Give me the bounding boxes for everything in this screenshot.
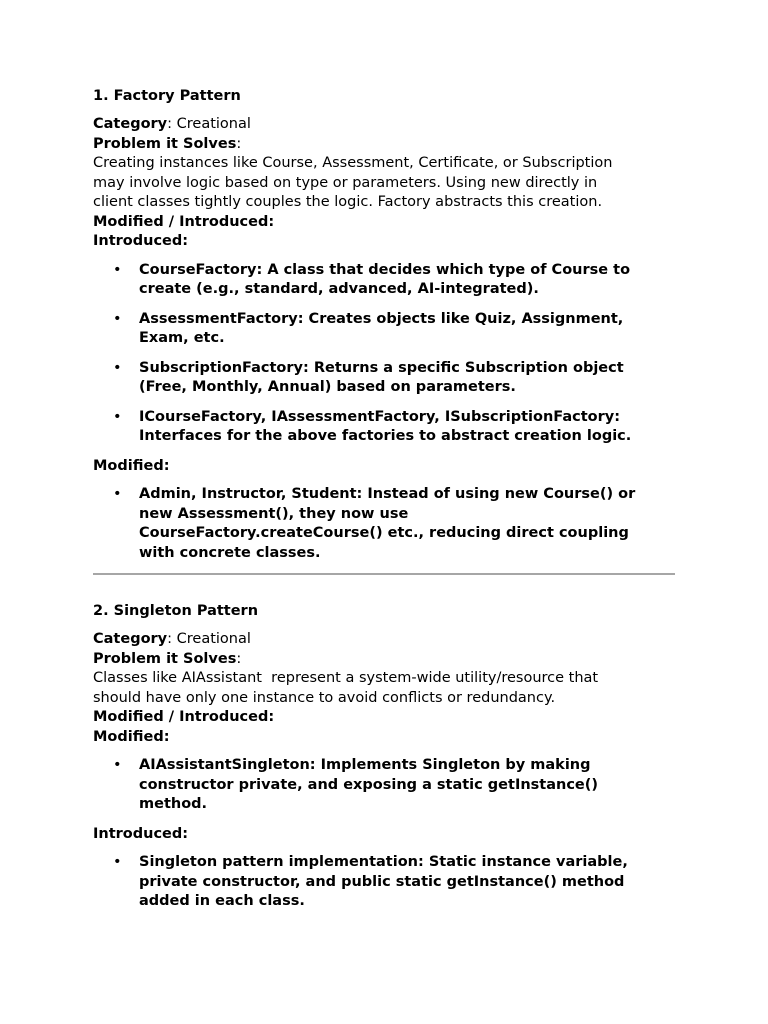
modified-list bbox=[93, 756, 678, 815]
list-item-line: Exam, etc. bbox=[139, 330, 225, 346]
list-item bbox=[93, 261, 678, 300]
bullet-icon: • bbox=[113, 408, 122, 425]
list-item-line: method. bbox=[139, 796, 208, 812]
list-item bbox=[93, 756, 678, 815]
introduced-list bbox=[93, 853, 678, 912]
problem-colon: : bbox=[236, 135, 242, 152]
list-item-line: AssessmentFactory: Creates objects like Quiz, Assignment, bbox=[139, 310, 624, 327]
modified-list bbox=[93, 485, 678, 563]
bullet-icon: • bbox=[113, 359, 122, 376]
problem-text bbox=[93, 154, 678, 213]
list-item-line: ICourseFactory, IAssessmentFactory, ISubscriptionFactory: bbox=[139, 408, 621, 425]
problem-text-line: should have only one instance to avoid conflicts or redundancy. bbox=[93, 689, 556, 706]
category-value: : Creational bbox=[167, 116, 251, 132]
introduced-label: Introduced: bbox=[93, 233, 189, 249]
list-item-line: with concrete classes. bbox=[139, 544, 321, 561]
list-item-line: (Free, Monthly, Annual) based on parameters. bbox=[139, 379, 516, 395]
list-item-line: Admin, Instructor, Student: Instead of using new Course() or bbox=[139, 486, 636, 502]
section-divider bbox=[93, 573, 675, 575]
section-singleton-pattern bbox=[93, 601, 678, 912]
problem-label: Problem it Solves bbox=[93, 135, 237, 152]
problem-label: Problem it Solves bbox=[93, 650, 237, 667]
problem-text-line: may involve logic based on type or parameters. Using new directly in bbox=[93, 174, 598, 191]
list-item-line: Singleton pattern implementation: Static instance variable, bbox=[139, 854, 628, 870]
section-heading: 1. Factory Pattern bbox=[93, 88, 241, 104]
problem-line bbox=[93, 135, 678, 155]
section-factory-pattern bbox=[93, 86, 678, 563]
document-page bbox=[93, 86, 678, 922]
list-item-line: Interfaces for the above factories to abstract creation logic. bbox=[139, 428, 632, 444]
list-item-line: constructor private, and exposing a static getInstance() bbox=[139, 776, 599, 793]
list-item bbox=[93, 485, 678, 563]
category-value: : Creational bbox=[167, 631, 251, 647]
problem-text bbox=[93, 669, 678, 708]
category-label: Category bbox=[93, 631, 168, 647]
modified-introduced-label: Modified / Introduced: bbox=[93, 709, 275, 725]
section-heading: 2. Singleton Pattern bbox=[93, 603, 259, 619]
list-item bbox=[93, 408, 678, 447]
bullet-icon: • bbox=[113, 261, 122, 278]
modified-label: Modified: bbox=[93, 728, 170, 745]
list-item-line: CourseFactory.createCourse() etc., reducing direct coupling bbox=[139, 525, 629, 541]
introduced-label: Introduced: bbox=[93, 825, 189, 842]
list-item-line: AIAssistantSingleton: Implements Singleton by making bbox=[139, 757, 591, 773]
category-line bbox=[93, 115, 678, 135]
problem-colon: : bbox=[236, 650, 242, 667]
list-item-line: new Assessment(), they now use bbox=[139, 505, 409, 522]
list-item-line: create (e.g., standard, advanced, AI-integrated). bbox=[139, 281, 539, 297]
list-item bbox=[93, 853, 678, 912]
list-item-line: added in each class. bbox=[139, 893, 305, 909]
list-item bbox=[93, 359, 678, 398]
problem-text-line: Creating instances like Course, Assessment, Certificate, or Subscription bbox=[93, 155, 613, 171]
list-item-line: SubscriptionFactory: Returns a specific Subscription object bbox=[139, 359, 624, 376]
bullet-icon: • bbox=[113, 757, 122, 773]
category-line bbox=[93, 630, 678, 650]
bullet-icon: • bbox=[113, 486, 122, 502]
category-label: Category bbox=[93, 116, 168, 132]
list-item-line: private constructor, and public static getInstance() method bbox=[139, 873, 625, 890]
list-item-line: CourseFactory: A class that decides which type of Course to bbox=[139, 261, 631, 278]
bullet-icon: • bbox=[113, 854, 122, 870]
problem-text-line: Classes like AIAssistant represent a system-wide utility/resource that bbox=[93, 670, 599, 686]
modified-introduced-label: Modified / Introduced: bbox=[93, 213, 275, 230]
introduced-list bbox=[93, 261, 678, 447]
modified-label: Modified: bbox=[93, 457, 170, 474]
problem-line bbox=[93, 650, 678, 670]
bullet-icon: • bbox=[113, 310, 122, 327]
list-item bbox=[93, 310, 678, 349]
problem-text-line: client classes tightly couples the logic. Factory abstracts this creation. bbox=[93, 194, 603, 210]
